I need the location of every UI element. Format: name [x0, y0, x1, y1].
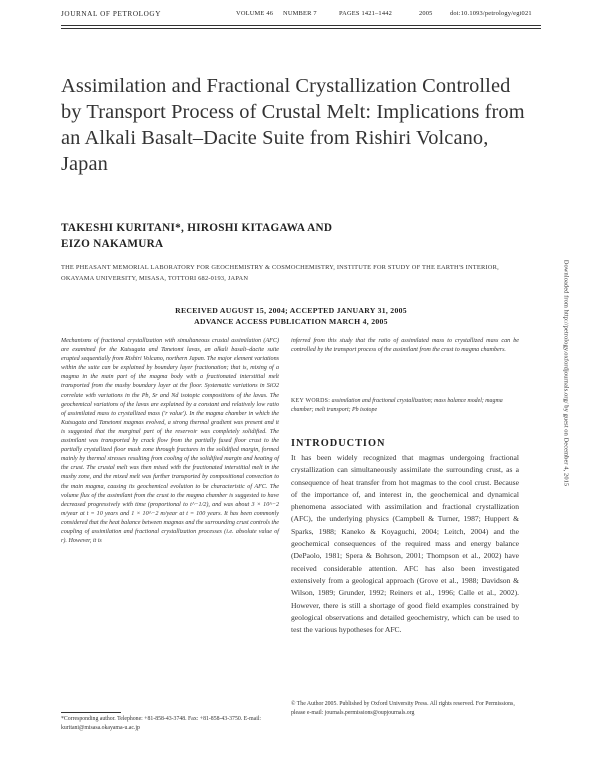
copyright-notice: © The Author 2005. Published by Oxford University Press. All rights reserved. For Permissions, please e-mail: journals.permissions@oupjournals.org	[291, 701, 515, 716]
header-rule-bottom	[61, 28, 541, 29]
introduction-text: It has been widely recognized that magmas undergoing fractional crystallization can simultaneously assimilate the surrounding crust, as a consequence of heat transfer from hot magmas to the cool crust. Because of the importance of, and interest in, the geochemical and dynamical phenomena associated with assimilation and fractional crystallization (AFC), the underlying physics (Campbell & Turner, 1987; Huppert & Sparks, 1988; Kaneko & Koyaguchi, 2004; Leitch, 2004) and the geochemical consequences of the required mass and energy balance (DePaolo, 1981; Spera & Bohrson, 2001; Thompson et al., 2002) have received considerable attention. AFC has also been investigated extensively from a geological approach (Grove et al., 1988; Davidson & Wilson, 1989; Grunder, 1992; Reiners et al., 1996; Calle et al., 2002). However, there is still a shortage of good field examples constrained by geological observations and detailed geochemistry, which can be used to test the various hypotheses for AFC.	[291, 453, 519, 635]
abstract-continued: inferred from this study that the ratio of assimilated mass to crystallized mass can be controlled by the transport process of the assimilant from the crust to magma chambers.	[291, 338, 519, 354]
keywords-label: KEY WORDS:	[291, 398, 331, 404]
keywords	[291, 397, 519, 415]
volume: VOLUME 46	[236, 10, 274, 17]
download-watermark	[561, 205, 571, 540]
download-note-text[interactable]: Downloaded from http://petrology.oxfordjournals.org/ by guest on December 4, 2015	[562, 259, 570, 486]
abstract: Mechanisms of fractional crystallization with simultaneous crustal assimilation (AFC) are examined for the Kutsugata and Tanetomi lavas, an alkali basalt–dacite suite erupted sequentially from Rishiri Volcano, northern Japan. The major element variations within the suite can be explained by boundary layer fractionation; that is, mixing of a magma in the main part of the magma body with a fractionated interstitial melt transported from the mushy boundary layer at the floor. Systematic variations in SiO2 correlate with variations in the Pb, Sr and Nd isotopic compositions of the lavas. The geochemical variations of the lavas are explained by a constant and relatively low ratio of assimilated mass to crystallized mass ('r value'). In the magma chamber in which the Kutsugata and Tanetomi magmas evolved, a strong thermal gradient was present and it is suggested that the marginal part of the reservoir was completely solidified. The assimilant was transported by crack flow from the partially fused floor crust to the partially crystallized floor mush zone through fractures in the solidified margin, formed mainly by thermal stresses resulting from cooling of the solidified margin and heating of the crust. The crustal melt was then mixed with the fractionated interstitial melt in the mushy zone, and the mixed melt was further transported by compositional convection to the main magma, causing its geochemical evolution to be characteristic of AFC. The volume flux of the assimilant from the crust to the magma chamber is suggested to have decreased progressively with time (proportional to t^−1/2), and was about 3 × 10^−2 m/year at t = 10 years and 1 × 10^−2 m/year at t = 100 years. It has been commonly considered that the heat balance between magmas and the surrounding crust controls the coupling of assimilation and fractional crystallization processes (i.e. absolute value of r). However, it is	[61, 338, 279, 545]
authors-line: EIZO NAKAMURA	[61, 238, 164, 250]
authors-line: TAKESHI KURITANI*, HIROSHI KITAGAWA AND	[61, 222, 333, 234]
doi[interactable]: doi:10.1093/petrology/egi021	[450, 10, 532, 17]
issue-number: NUMBER 7	[283, 10, 317, 17]
running-header	[61, 10, 541, 22]
publication-dates	[61, 306, 521, 327]
section-heading-introduction: INTRODUCTION	[291, 438, 386, 449]
article-title: Assimilation and Fractional Crystallization Controlled by Transport Process of Crustal Melt: Implications from an Alkali Basalt–Dacite Suite from Rishiri Volcano, Japan	[61, 75, 525, 175]
page-range: PAGES 1421–1442	[339, 10, 393, 17]
keywords-text: assimilation and fractional crystallization; mass balance model; magma chamber; melt transport; Pb isotope	[291, 398, 503, 413]
journal-name: JOURNAL OF PETROLOGY	[61, 10, 161, 18]
header-rule-top	[61, 25, 541, 26]
advance-access: ADVANCE ACCESS PUBLICATION MARCH 4, 2005	[194, 316, 388, 326]
year: 2005	[419, 10, 433, 17]
author-list	[61, 220, 521, 252]
affiliation: THE PHEASANT MEMORIAL LABORATORY FOR GEOCHEMISTRY & COSMOCHEMISTRY, INSTITUTE FOR STUDY OF THE EARTH'S INTERIOR, OKAYAMA UNIVERSITY, MISASA, TOTTORI 682-0193, JAPAN	[61, 264, 499, 282]
footnote-rule	[61, 712, 121, 713]
received-accepted: RECEIVED AUGUST 15, 2004; ACCEPTED JANUARY 31, 2005	[175, 306, 407, 315]
corresponding-author-footnote: *Corresponding author. Telephone: +81-858-43-3748. Fax: +81-858-43-3750. E-mail: kuritani@misasa.okayama-u.ac.jp	[61, 716, 262, 731]
